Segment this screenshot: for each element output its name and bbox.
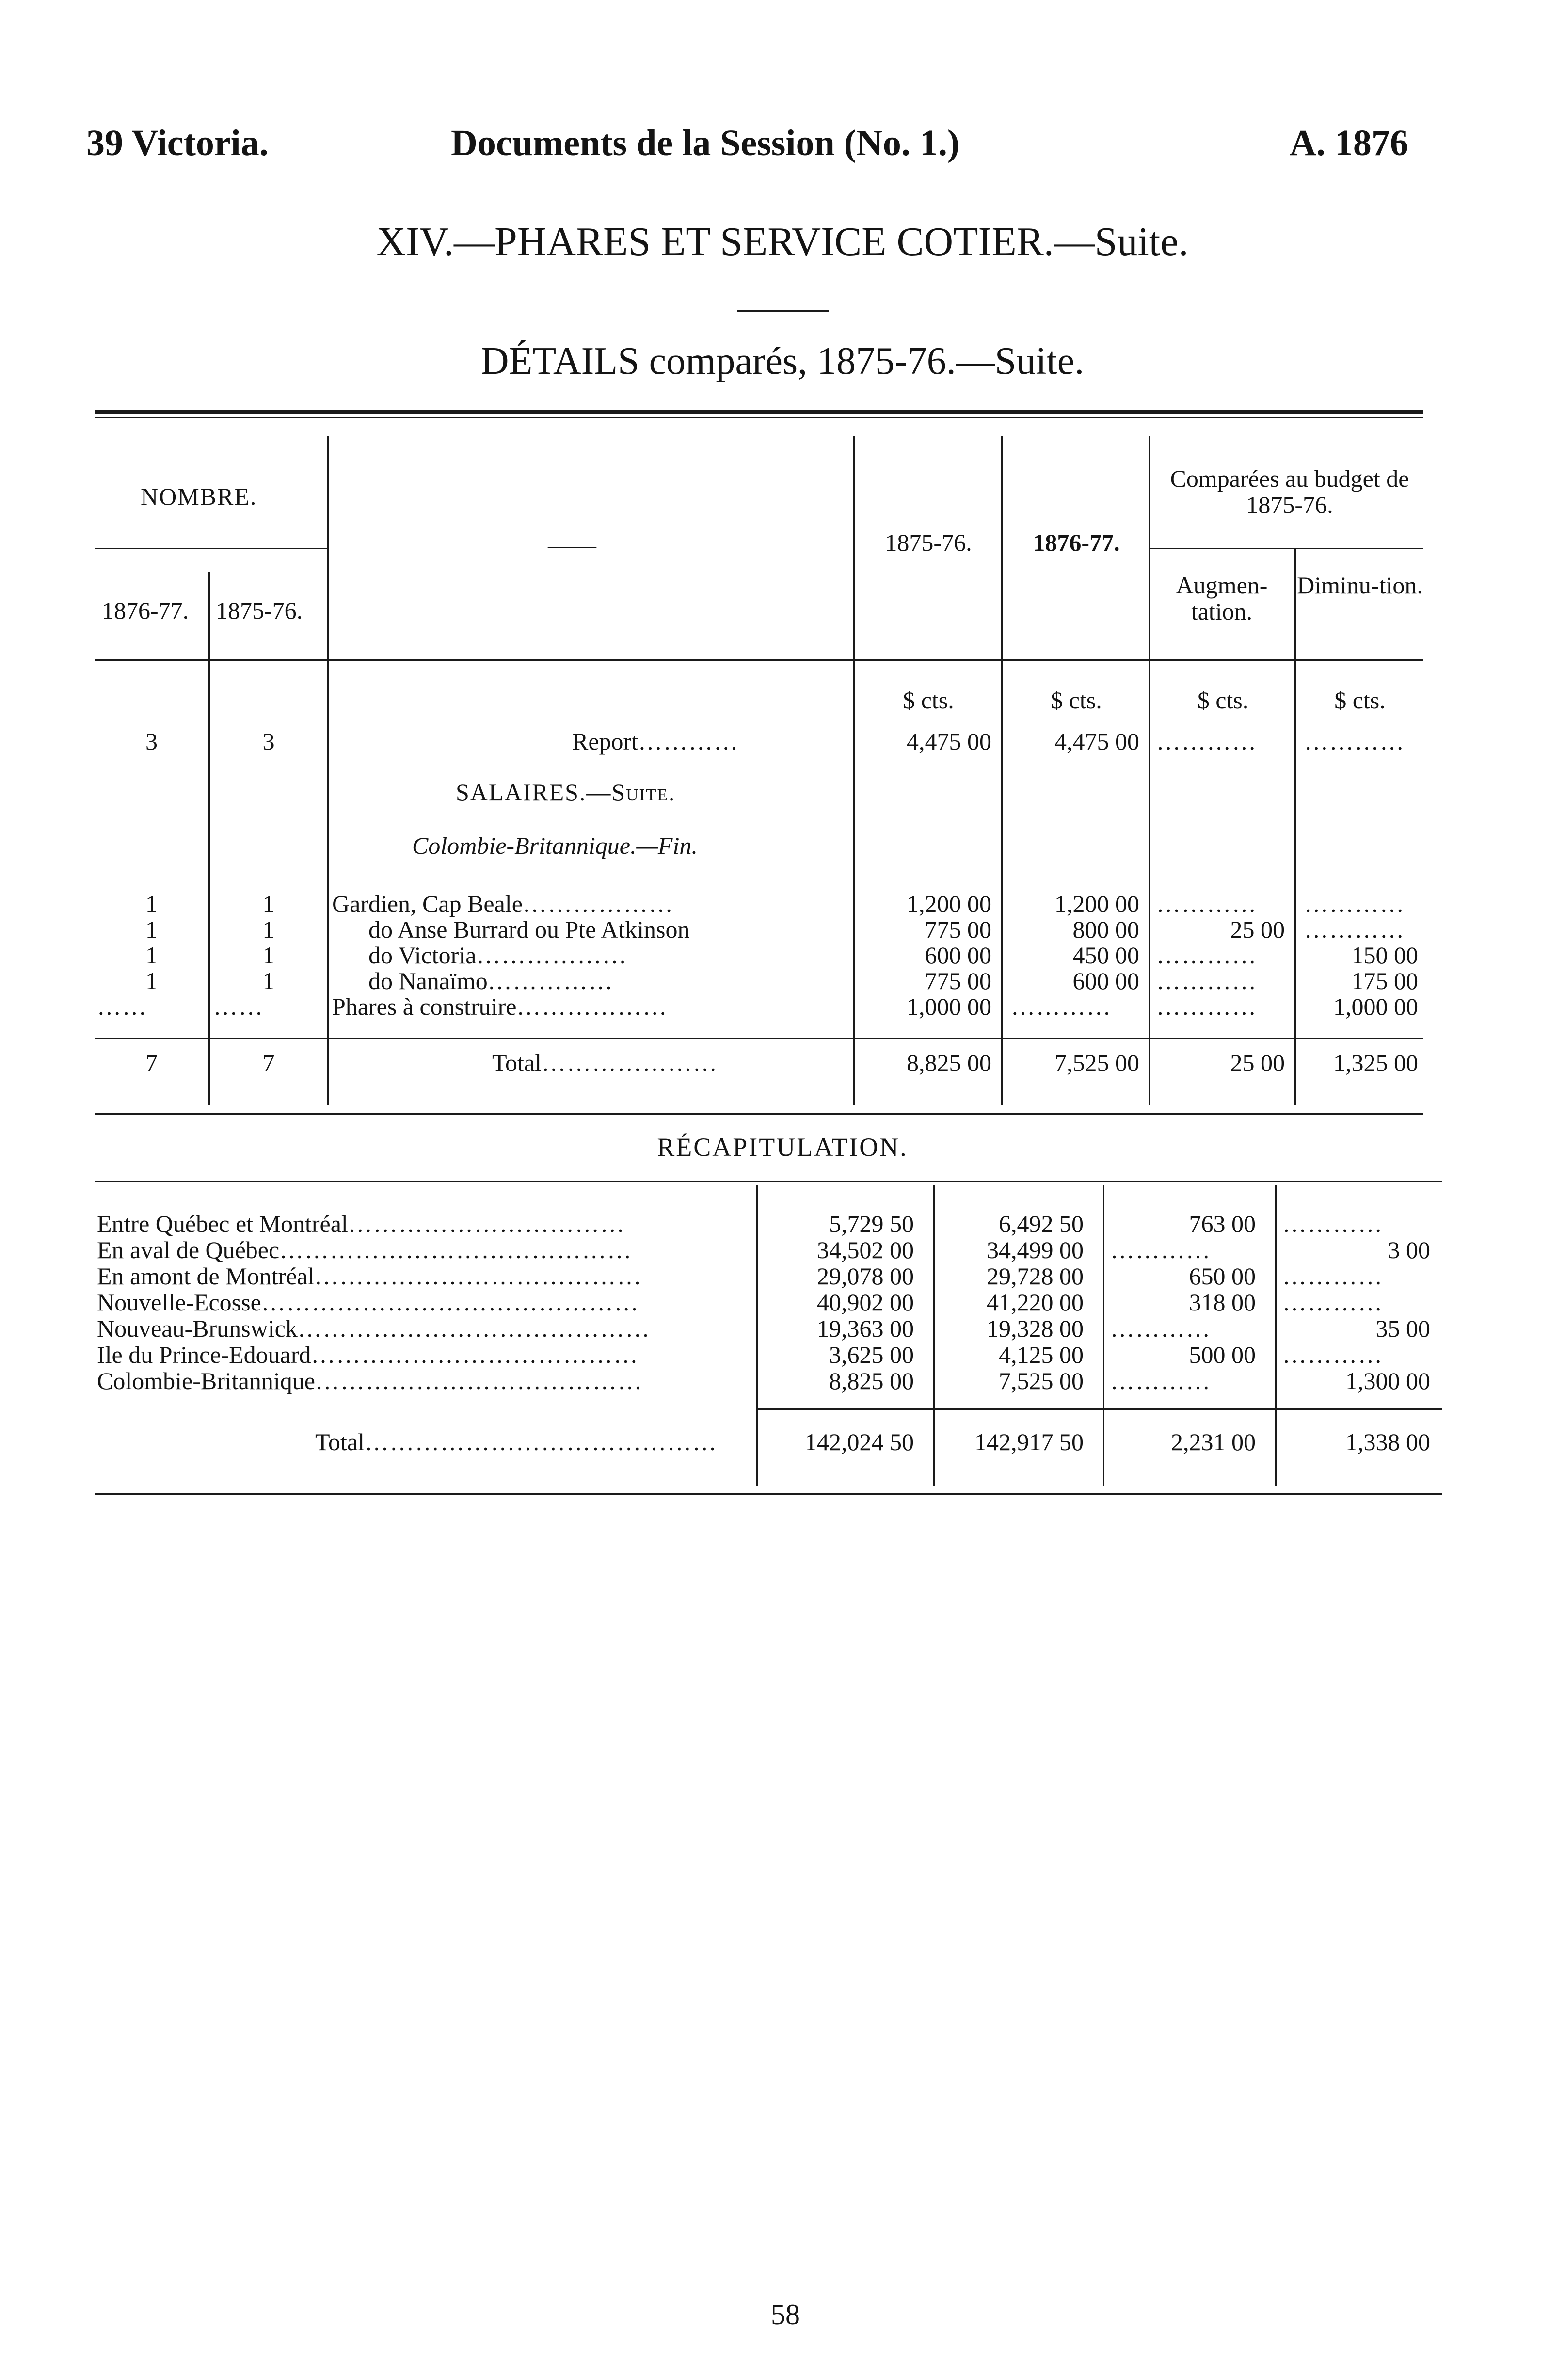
header-nombre: NOMBRE. <box>141 483 257 510</box>
section-subtitle: DÉTAILS comparés, 1875-76.—Suite. <box>480 340 1085 383</box>
unit-aug: $ cts. <box>1197 687 1249 714</box>
header-compared: Comparées au budget de 1875-76. <box>1170 465 1409 518</box>
header-augmentation: Augmen-tation. <box>1176 572 1268 625</box>
section-title: XIV.—PHARES ET SERVICE COTIER.—Suite. <box>376 219 1189 264</box>
header-nombre-1875: 1875-76. <box>216 597 303 624</box>
header-1875: 1875-76. <box>885 529 972 556</box>
header-description: —— <box>548 531 596 559</box>
section-salaires: SALAIRES.—Suite. <box>456 779 676 806</box>
section-colombie: Colombie-Britannique.—Fin. <box>412 832 698 859</box>
table-top-rule <box>95 410 1423 414</box>
header-diminution: Diminu-tion. <box>1297 572 1423 599</box>
header-left: 39 Victoria. <box>86 123 269 163</box>
title-divider <box>737 310 829 312</box>
header-bottom-rule <box>95 659 1423 661</box>
header-center: Documents de la Session (No. 1.) <box>451 123 960 163</box>
unit-dim: $ cts. <box>1334 687 1386 714</box>
unit-1875: $ cts. <box>903 687 954 714</box>
header-nombre-1876: 1876-77. <box>102 597 189 624</box>
header-1876: 1876-77. <box>1033 529 1120 556</box>
unit-1876: $ cts. <box>1051 687 1102 714</box>
recap-title: RÉCAPITULATION. <box>657 1133 908 1162</box>
header-right: A. 1876 <box>1290 123 1408 163</box>
page-number: 58 <box>771 2299 800 2331</box>
